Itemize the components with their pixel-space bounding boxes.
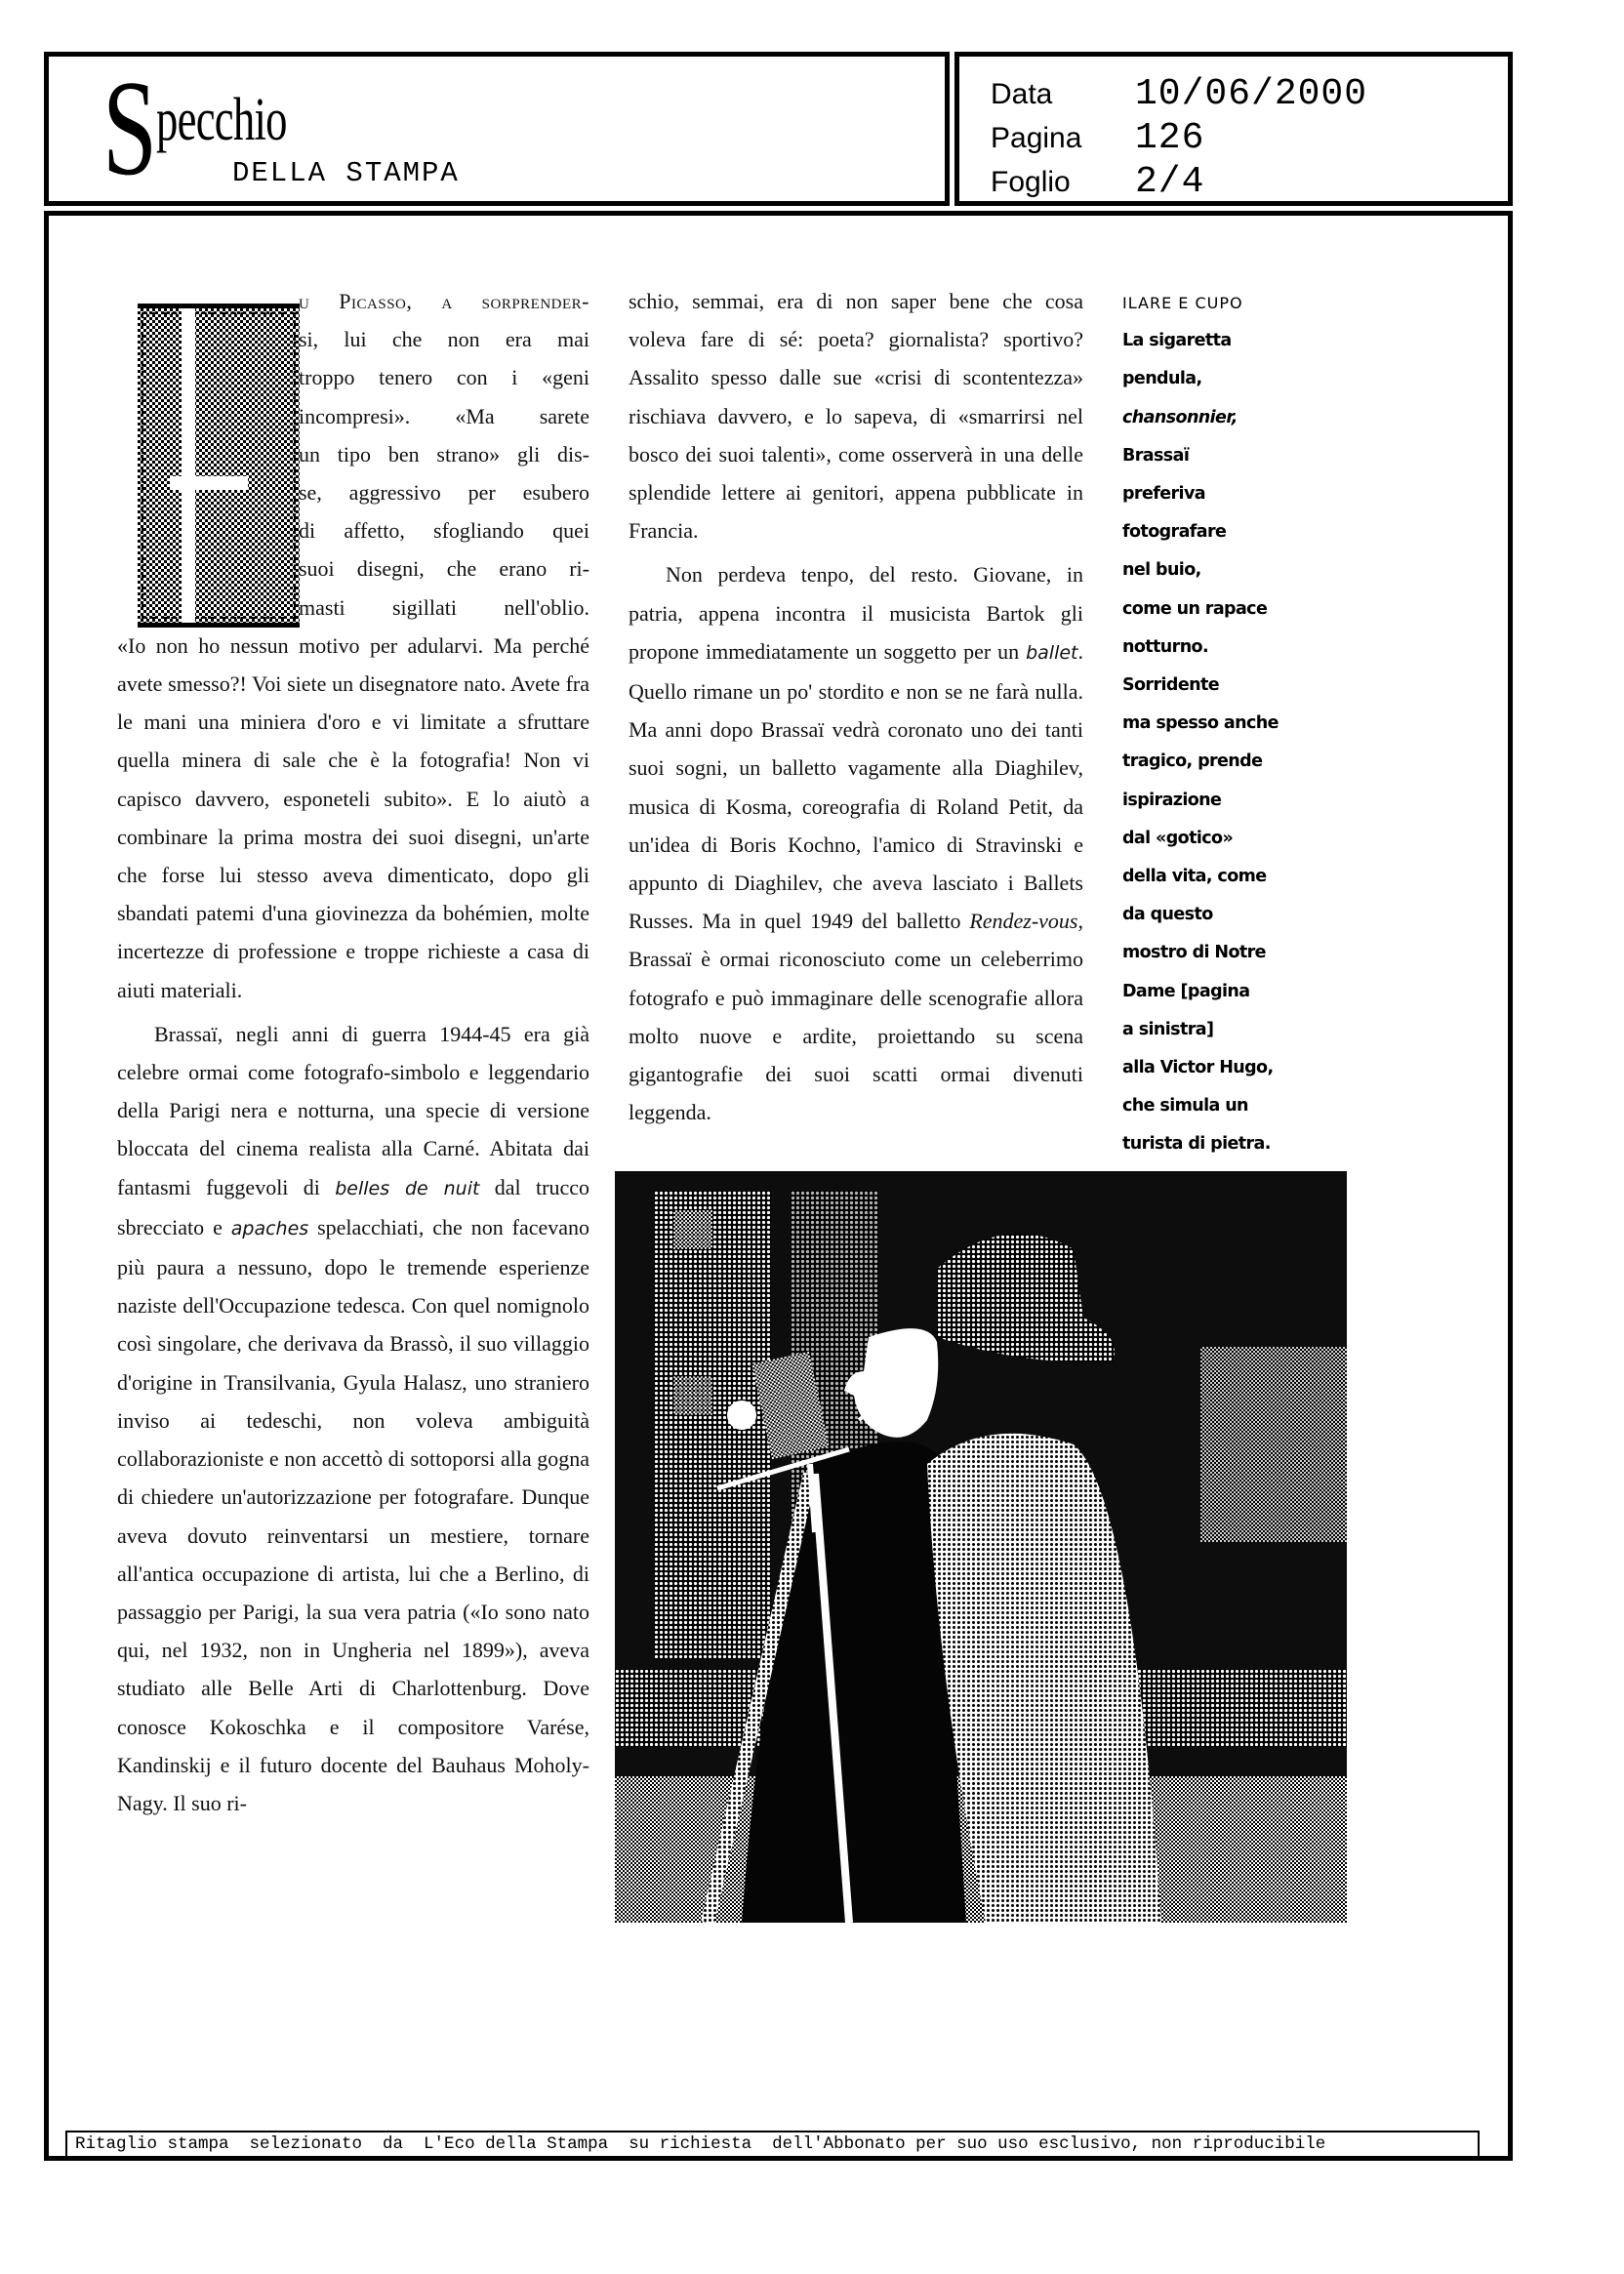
text-run: Non perdeva tenpo, del resto. Giovane, in patria, appena incontra il musicista Bartok gli propone immediatamente un soggetto per un: [629, 562, 1083, 664]
caption-line: fotografare: [1122, 522, 1227, 543]
meta-label: Data: [991, 77, 1053, 110]
caption-line: Dame [pagina: [1122, 981, 1250, 1001]
caption-line: alla Victor Hugo,: [1122, 1058, 1274, 1078]
text-run: , Brassaï è ormai riconosciuto come un celeberrimo fotografo e può immaginare delle scenografie allora molto nuove e ardite, proiettando su scena gigantografie dei suoi scatti ormai divenuti leggenda.: [629, 909, 1083, 1125]
body-paragraph: [117, 1015, 589, 1822]
caption-line: turista di pietra.: [1122, 1134, 1271, 1155]
caption-line: che simula un: [1122, 1096, 1248, 1117]
caption-line: mostro di Notre: [1122, 943, 1266, 963]
masthead-subtitle: DELLA STAMPA: [232, 157, 460, 189]
body-paragraph: [629, 555, 1083, 1131]
caption-line: ispirazione: [1122, 790, 1222, 810]
meta-value-page: 126: [1135, 117, 1205, 159]
italic-term: ballet: [1026, 641, 1078, 664]
caption-line: ma spesso anche: [1122, 713, 1279, 734]
caption-line: Sorridente: [1122, 675, 1219, 696]
caption-line: preferiva: [1122, 484, 1205, 505]
masthead-initial: S: [102, 53, 158, 204]
caption-line: Brassaï: [1122, 445, 1190, 466]
photographer-with-camera-icon: [615, 1171, 1347, 1923]
caption-line: nel buio,: [1122, 560, 1201, 581]
caption-line: dal «gotico»: [1122, 828, 1234, 848]
clipping-notice: Ritaglio stampa selezionato da L'Eco della Stampa su richiesta dell'Abbonato per suo uso esclusivo, non riproducibile: [65, 2131, 1480, 2158]
lead-line: incompresi». «Ma sarete: [299, 403, 589, 428]
body-paragraph: schio, semmai, era di non saper bene che cosa voleva fare di sé: poeta? giornalista? sportivo? Assalito spesso dalle sue «crisi di scontentezza» rischiava davvero, e lo sapeva, di «smarrirsi nel bosco dei suoi talenti», come osserverà in una delle splendide lettere ai genitori, appena pubblicate in Francia.: [629, 289, 1083, 544]
meta-row-page: [991, 116, 1508, 160]
body-paragraph: «Io non ho nessun motivo per adularvi. Ma perché avete smesso?! Voi siete un disegnatore nato. Avete fra le mani una miniera d'oro e vi limitate a sfruttare quella minera di sale che è la fotografia! Non vi capisco davvero, esponeteli subito». E lo aiutò a combinare la prima mostra dei suoi disegni, un'arte che forse lui stesso aveva dimenticato, dopo gli sbandati patemi d'una giovinezza da bohémien, molte incertezze di professione e troppe richieste a casa di aiuti materiali.: [117, 632, 589, 1002]
caption-line: della vita, come: [1122, 867, 1267, 887]
caption-line: a sinistra]: [1122, 1019, 1214, 1039]
caption-kicker: ILARE E CUPO: [1122, 294, 1243, 312]
lead-line: suoi disegni, che erano ri-: [299, 556, 589, 582]
italic-term: apaches: [230, 1217, 309, 1239]
meta-value-sheet: 2/4: [1135, 161, 1205, 203]
article-column-middle: [629, 282, 1083, 1131]
lead-line: masti sigillati nell'oblio.: [299, 594, 589, 620]
article-column-left: [117, 282, 589, 1822]
lead-line: u Picasso, a sorprender-: [299, 289, 589, 313]
lead-paragraph: [299, 282, 589, 627]
masthead-box: [44, 52, 950, 206]
article-frame: [44, 211, 1513, 2161]
meta-value-date: 10/06/2000: [1135, 73, 1368, 115]
text-run: spelacchiati, che non facevano più paura a nessuno, dopo le tremende esperienze naziste dell'Occupazione tedesca. Con quel nomignolo così singolare, che derivava da Brassò, il suo villaggio d'origine in Transilvania, Gyula Halasz, uno straniero inviso ai tedeschi, non voleva ambiguità collaborazioniste e non accettò di sottoporsi alla gogna di chiedere un'autorizzazione per fotografare. Dunque aveva dovuto reinventarsi un mestiere, tornare all'antica occupazione di artista, lui che a Berlino, di passaggio per Parigi, la sua vera patria («Io sono nato qui, nel 1932, non in Ungheria nel 1899»), aveva studiato alle Belle Arti di Charlottenburg. Dove conosce Kokoschka e il compositore Varése, Kandinskij e il futuro docente del Bauhaus Moholy-Nagy. Il suo ri-: [117, 1214, 590, 1815]
photo-caption: [1122, 284, 1318, 1164]
text-run: Brassaï, negli anni di guerra 1944-45 era già celebre ormai come fotografo-simbolo e leggendario della Parigi nera e notturna, una specie di versione bloccata del cinema realista alla Carné. Abitata dai fantasmi fuggevoli di: [117, 1021, 589, 1199]
italic-term: belles de nuit: [335, 1177, 480, 1199]
lead-line: se, aggressivo per esubero: [299, 480, 589, 506]
caption-line: notturno.: [1122, 636, 1209, 657]
italic-title: Rendez-vous: [969, 909, 1078, 934]
meta-label: Pagina: [991, 121, 1082, 154]
meta-row-date: [991, 72, 1508, 116]
lead-line: troppo tenero con i «geni: [299, 365, 589, 390]
text-run: dal trucco sbrecciato e: [117, 1174, 589, 1239]
caption-line: da questo: [1122, 905, 1213, 925]
meta-row-sheet: [991, 160, 1508, 204]
halftone-photo: [615, 1171, 1347, 1923]
caption-line: tragico, prende: [1122, 751, 1263, 772]
lead-line: si, lui che non era mai: [299, 327, 589, 352]
text-run: . Quello rimane un po' stordito e non se ne farà nulla. Ma anni dopo Brassaï vedrà coronato uno dei tanti suoi sogni, un balletto vagamente alla Diaghilev, musica di Kosma, coreografia di Roland Petit, da un'idea di Boris Kochno, l'amico di Stravinski e appunto di Diaghilev, che aveva lasciato i Ballets Russes. Ma in quel 1949 del balletto: [629, 638, 1083, 934]
masthead-title: pecchio: [156, 87, 287, 153]
caption-line: La sigaretta: [1122, 331, 1232, 351]
lead-line: un tipo ben strano» gli dis-: [299, 441, 589, 467]
lead-line: di affetto, sfogliando quei: [299, 518, 589, 544]
meta-label: Foglio: [991, 165, 1071, 198]
caption-line: chansonnier,: [1122, 407, 1238, 427]
caption-line: come un rapace: [1122, 598, 1268, 619]
caption-line: pendula,: [1122, 369, 1202, 389]
metadata-box: [954, 52, 1513, 206]
